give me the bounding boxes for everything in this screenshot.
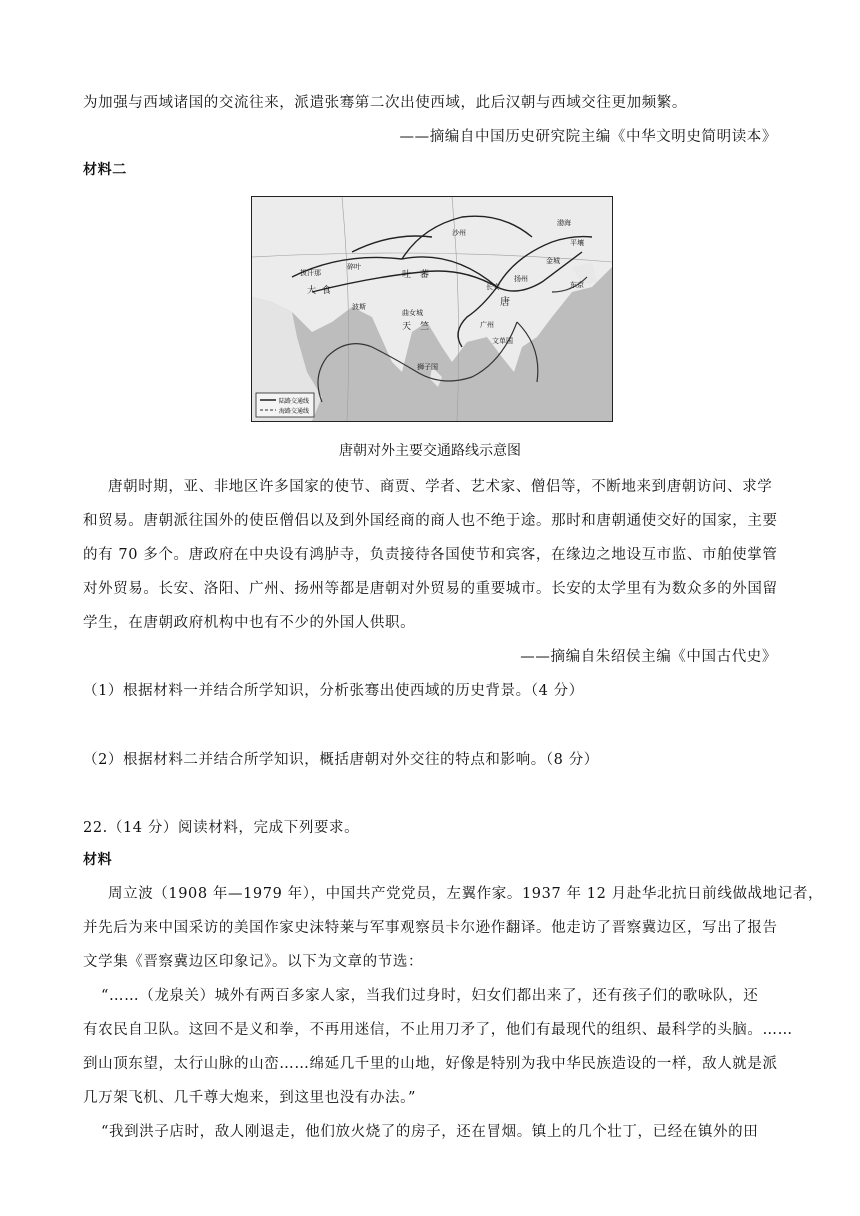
svg-text:大: 大 [307,286,317,296]
q22-quote1-line-1: “……（龙泉关）城外有两百多家人家，当我们过身时，妇女们都出来了，还有孩子们的歌咏队，还 [101,988,759,1004]
legend-land-route: 陆路交通线 [279,398,310,405]
svg-text:蕃: 蕃 [420,270,430,280]
material1-source: ——摘编自中国历史研究院主编《中华文明史简明读本》 [399,129,777,145]
q22-material-heading: 材料 [83,852,113,868]
material2-heading: 材料二 [83,162,127,178]
map-graphic [252,197,612,421]
svg-text:曲女城: 曲女城 [402,309,423,317]
svg-text:波斯: 波斯 [352,303,366,311]
svg-text:扬州: 扬州 [514,275,528,283]
svg-text:渤海: 渤海 [557,219,571,227]
material2-source: ——摘编自朱绍侯主编《中国古代史》 [520,649,777,665]
q22-quote1-line-4: 几万架飞机、几千尊大炮来，到这里也没有办法。” [83,1090,416,1106]
material2-paragraph-line-5: 学生，在唐朝政府机构中也有不少的外国人供职。 [83,615,416,631]
svg-text:广州: 广州 [480,321,494,329]
svg-text:文单国: 文单国 [492,337,513,345]
q22-para1-line-1: 周立波（1908 年—1979 年），中国共产党党员，左翼作家。1937 年 12 月赴华北抗日前线做战地记者， [108,886,824,902]
legend-sea-route: 海路交通线 [279,408,310,415]
svg-text:沙州: 沙州 [452,229,466,237]
material2-paragraph-line-3: 的有 70 多个。唐政府在中央设有鸿胪寺，负责接待各国使节和宾客，在缘边之地设互市监、市舶使掌管 [83,547,778,563]
material2-paragraph-line-2: 和贸易。唐朝派往国外的使臣僧侣以及到外国经商的商人也不绝于途。那时和唐朝通使交好的国家，主要 [83,513,778,529]
material1-last-line: 为加强与西域诸国的交流往来，派遣张骞第二次出使西域，此后汉朝与西域交往更加频繁。 [83,95,687,111]
svg-text:金城: 金城 [546,257,560,265]
q22-quote1-line-2: 有农民自卫队。这回不是义和拳，不再用迷信，不止用刀矛了，他们有最现代的组织、最科学的头脑。…… [83,1022,793,1038]
svg-text:平壤: 平壤 [570,239,584,247]
svg-text:天: 天 [402,322,412,332]
tang-trade-route-map [251,196,613,422]
svg-text:竺: 竺 [420,322,430,332]
q22-quote1-line-3: 到山顶东望，太行山脉的山峦……绵延几千里的山地，好像是特别为我中华民族造设的一样，敌人就是派 [83,1056,778,1072]
svg-text:食: 食 [322,286,332,296]
material2-paragraph-line-1: 唐朝时期，亚、非地区许多国家的使节、商贾、学者、艺术家、僧侣等，不断地来到唐朝访问、求学 [108,479,773,495]
question-1: （1）根据材料一并结合所学知识，分析张骞出使西域的历史背景。（4 分） [83,683,584,699]
svg-text:唐: 唐 [500,297,510,308]
map-caption: 唐朝对外主要交通路线示意图 [339,443,521,459]
svg-text:吐: 吐 [402,270,412,280]
material2-paragraph-line-4: 对外贸易。长安、洛阳、广州、扬州等都是唐朝对外贸易的重要城市。长安的太学里有为数众多的外国留 [83,581,778,597]
q22-quote2-line-1: “我到洪子店时，敌人刚退走，他们放火烧了的房子，还在冒烟。镇上的几个壮丁，已经在镇外的田 [101,1124,759,1140]
svg-text:东京: 东京 [570,281,584,289]
q22-title: 22.（14 分）阅读材料，完成下列要求。 [83,820,360,836]
q22-para1-line-3: 文学集《晋察冀边区印象记》。以下为文章的节选： [83,954,424,970]
svg-text:长安: 长安 [486,283,500,291]
q22-para1-line-2: 并先后为来中国采访的美国作家史沫特莱与军事观察员卡尔逊作翻译。他走访了晋察冀边区，写出了报告 [83,920,778,936]
question-2: （2）根据材料二并结合所学知识，概括唐朝对外交往的特点和影响。（8 分） [83,752,599,768]
svg-text:拔汗那: 拔汗那 [300,269,321,277]
svg-text:碎叶: 碎叶 [347,263,361,271]
svg-text:狮子国: 狮子国 [417,363,438,371]
